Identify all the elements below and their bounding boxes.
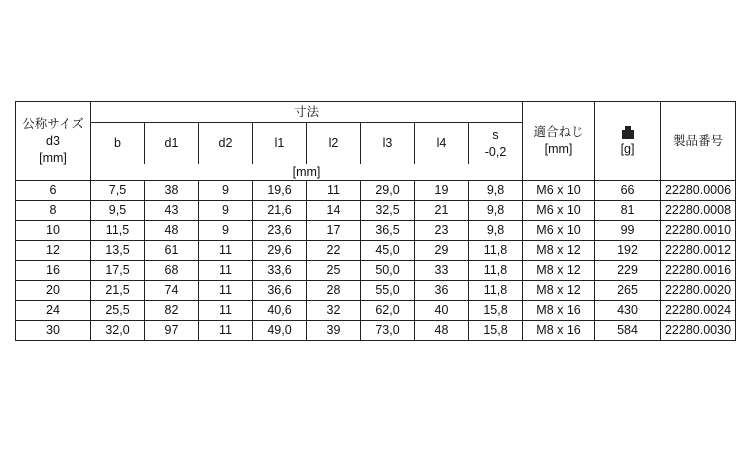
- cell-s: 11,8: [469, 241, 523, 261]
- cell-b: 21,5: [91, 281, 145, 301]
- cell-weight: 81: [595, 201, 661, 221]
- col-header-d2: d2: [199, 123, 253, 165]
- cell-l2: 14: [307, 201, 361, 221]
- cell-d1: 38: [145, 181, 199, 201]
- nominal-size-unit: [mm]: [39, 150, 67, 165]
- table-body: [16, 181, 736, 341]
- cell-nominal-size: 6: [16, 181, 91, 201]
- cell-l3: 45,0: [361, 241, 415, 261]
- table-row: [16, 281, 736, 301]
- cell-weight: 229: [595, 261, 661, 281]
- table-row: [16, 301, 736, 321]
- cell-l3: 73,0: [361, 321, 415, 341]
- s-tolerance: -0,2: [484, 144, 507, 159]
- col-header-s: [469, 123, 523, 165]
- cell-l3: 29,0: [361, 181, 415, 201]
- cell-screw: M8 x 12: [523, 241, 595, 261]
- cell-l1: 19,6: [253, 181, 307, 201]
- cell-b: 9,5: [91, 201, 145, 221]
- cell-s: 9,8: [469, 181, 523, 201]
- cell-l2: 39: [307, 321, 361, 341]
- cell-part-number: 22280.0010: [661, 221, 736, 241]
- cell-d2: 11: [199, 321, 253, 341]
- table-row: [16, 181, 736, 201]
- cell-d2: 11: [199, 281, 253, 301]
- cell-b: 17,5: [91, 261, 145, 281]
- header-screw: [523, 102, 595, 181]
- cell-l3: 62,0: [361, 301, 415, 321]
- cell-d1: 68: [145, 261, 199, 281]
- col-header-b: b: [91, 123, 145, 165]
- cell-d1: 82: [145, 301, 199, 321]
- cell-d1: 43: [145, 201, 199, 221]
- cell-l3: 50,0: [361, 261, 415, 281]
- cell-b: 32,0: [91, 321, 145, 341]
- cell-nominal-size: 30: [16, 321, 91, 341]
- cell-d2: 9: [199, 181, 253, 201]
- col-header-l4: l4: [415, 123, 469, 165]
- cell-screw: M6 x 10: [523, 221, 595, 241]
- cell-l1: 29,6: [253, 241, 307, 261]
- cell-l4: 21: [415, 201, 469, 221]
- cell-d1: 61: [145, 241, 199, 261]
- cell-b: 25,5: [91, 301, 145, 321]
- cell-d2: 9: [199, 221, 253, 241]
- table-row: [16, 261, 736, 281]
- cell-l4: 48: [415, 321, 469, 341]
- cell-weight: 265: [595, 281, 661, 301]
- cell-part-number: 22280.0030: [661, 321, 736, 341]
- cell-l2: 25: [307, 261, 361, 281]
- cell-l4: 29: [415, 241, 469, 261]
- cell-part-number: 22280.0024: [661, 301, 736, 321]
- table-row: [16, 221, 736, 241]
- cell-d2: 9: [199, 201, 253, 221]
- spec-table: [15, 101, 736, 341]
- cell-part-number: 22280.0016: [661, 261, 736, 281]
- cell-screw: M6 x 10: [523, 181, 595, 201]
- cell-weight: 192: [595, 241, 661, 261]
- cell-nominal-size: 8: [16, 201, 91, 221]
- cell-l1: 40,6: [253, 301, 307, 321]
- cell-screw: M8 x 16: [523, 301, 595, 321]
- cell-l1: 23,6: [253, 221, 307, 241]
- cell-b: 13,5: [91, 241, 145, 261]
- cell-l2: 28: [307, 281, 361, 301]
- cell-nominal-size: 24: [16, 301, 91, 321]
- cell-screw: M8 x 12: [523, 281, 595, 301]
- col-header-d1: d1: [145, 123, 199, 165]
- cell-l3: 55,0: [361, 281, 415, 301]
- cell-weight: 66: [595, 181, 661, 201]
- cell-d2: 11: [199, 241, 253, 261]
- cell-nominal-size: 12: [16, 241, 91, 261]
- cell-l2: 17: [307, 221, 361, 241]
- col-header-l1: l1: [253, 123, 307, 165]
- cell-screw: M8 x 16: [523, 321, 595, 341]
- cell-l1: 33,6: [253, 261, 307, 281]
- cell-l1: 21,6: [253, 201, 307, 221]
- cell-l1: 36,6: [253, 281, 307, 301]
- cell-nominal-size: 20: [16, 281, 91, 301]
- cell-nominal-size: 10: [16, 221, 91, 241]
- cell-part-number: 22280.0008: [661, 201, 736, 221]
- cell-s: 11,8: [469, 281, 523, 301]
- cell-b: 11,5: [91, 221, 145, 241]
- cell-screw: M8 x 12: [523, 261, 595, 281]
- dimensions-title: 寸法: [91, 102, 523, 123]
- weight-icon: [621, 126, 635, 139]
- cell-part-number: 22280.0020: [661, 281, 736, 301]
- cell-l4: 36: [415, 281, 469, 301]
- table-row: [16, 201, 736, 221]
- nominal-size-symbol: d3: [46, 133, 60, 148]
- cell-d1: 97: [145, 321, 199, 341]
- cell-d2: 11: [199, 301, 253, 321]
- s-label: s: [492, 127, 499, 142]
- table-row: [16, 241, 736, 261]
- cell-l4: 33: [415, 261, 469, 281]
- cell-d2: 11: [199, 261, 253, 281]
- cell-d1: 48: [145, 221, 199, 241]
- cell-l2: 22: [307, 241, 361, 261]
- cell-l4: 40: [415, 301, 469, 321]
- cell-part-number: 22280.0006: [661, 181, 736, 201]
- cell-l3: 32,5: [361, 201, 415, 221]
- cell-d1: 74: [145, 281, 199, 301]
- dimension-unit: [mm]: [91, 164, 523, 181]
- cell-l2: 32: [307, 301, 361, 321]
- header-nominal-size: [16, 102, 91, 181]
- cell-b: 7,5: [91, 181, 145, 201]
- nominal-size-label: 公称サイズ: [22, 116, 84, 131]
- cell-s: 15,8: [469, 321, 523, 341]
- cell-s: 9,8: [469, 221, 523, 241]
- part-number-header: 製品番号: [661, 102, 736, 181]
- cell-l2: 11: [307, 181, 361, 201]
- weight-unit: [g]: [620, 142, 635, 156]
- cell-weight: 584: [595, 321, 661, 341]
- col-header-l3: l3: [361, 123, 415, 165]
- table-row: [16, 321, 736, 341]
- cell-weight: 430: [595, 301, 661, 321]
- cell-s: 11,8: [469, 261, 523, 281]
- cell-weight: 99: [595, 221, 661, 241]
- cell-l4: 19: [415, 181, 469, 201]
- cell-l1: 49,0: [253, 321, 307, 341]
- screw-unit: [mm]: [544, 142, 573, 156]
- cell-s: 15,8: [469, 301, 523, 321]
- col-header-l2: l2: [307, 123, 361, 165]
- header-weight: [595, 102, 661, 181]
- cell-l3: 36,5: [361, 221, 415, 241]
- screw-label: 適合ねじ: [533, 125, 584, 139]
- cell-nominal-size: 16: [16, 261, 91, 281]
- cell-l4: 23: [415, 221, 469, 241]
- cell-screw: M6 x 10: [523, 201, 595, 221]
- cell-part-number: 22280.0012: [661, 241, 736, 261]
- cell-s: 9,8: [469, 201, 523, 221]
